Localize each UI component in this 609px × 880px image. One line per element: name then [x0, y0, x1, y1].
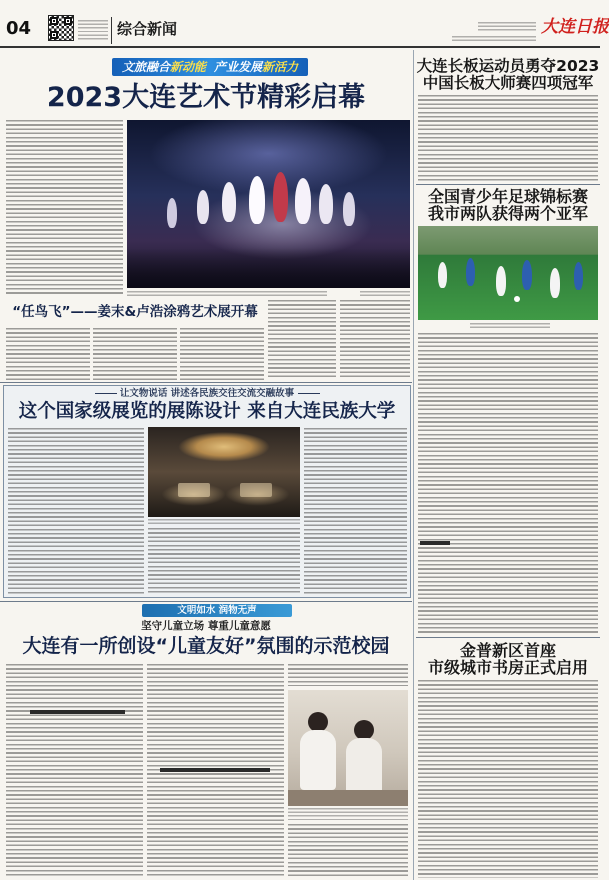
lead-headline: 2023大连艺术节精彩启幕 — [46, 82, 366, 113]
dancer-figure — [249, 176, 265, 224]
kicker-ornament — [298, 393, 320, 394]
lead-photo-credit — [360, 291, 410, 296]
display-case — [178, 483, 210, 497]
feature-kicker: 让文物说话 讲述各民族交往交流交融故事 — [119, 388, 295, 399]
player-figure — [496, 266, 506, 296]
lead-body-text — [340, 300, 410, 380]
lead-photo-caption — [127, 291, 327, 296]
longboard-headline: 中国长板大师赛四项冠军 — [422, 74, 594, 92]
football-ball — [514, 296, 520, 302]
campus-body-text — [6, 664, 143, 878]
dancer-figure — [295, 178, 311, 224]
qr-caption-text — [78, 20, 108, 40]
section-rule — [0, 382, 412, 383]
stage-floor — [127, 248, 410, 288]
continued-marker — [420, 541, 450, 545]
campus-subhead — [30, 710, 125, 714]
player-figure — [522, 260, 532, 290]
football-photo-caption — [470, 323, 550, 328]
dancer-figure — [197, 190, 209, 224]
football-body-text — [418, 333, 598, 633]
campus-subhead — [160, 768, 270, 772]
lead-banner-text: 产业发展 — [214, 60, 263, 74]
campus-kicker: 坚守儿童立场 尊重儿童意愿 — [141, 620, 271, 632]
sidebar-divider — [413, 50, 414, 880]
dancer-figure — [319, 184, 333, 224]
player-figure — [438, 262, 447, 288]
qr-corner — [50, 17, 58, 25]
football-headline: 我市两队获得两个亚军 — [427, 204, 588, 223]
lead-banner-highlight: 新活力 — [262, 60, 299, 74]
campus-kids-photo — [288, 690, 408, 806]
campus-body-text — [288, 664, 408, 686]
dancer-figure — [167, 198, 177, 228]
feature-body-text — [8, 428, 144, 594]
table-surface — [288, 790, 408, 806]
sidebar-rule — [416, 184, 600, 185]
qr-corner — [64, 17, 72, 25]
football-headline: 全国青少年足球锦标赛 — [427, 187, 588, 206]
newspaper-logo: 大连日报 — [541, 17, 609, 37]
campus-banner: 文明如水 润物无声 — [142, 604, 292, 617]
lead-banner-highlight: 新动能 — [169, 60, 206, 74]
masthead-date-text — [478, 22, 536, 32]
dancer-figure — [343, 192, 355, 226]
child-head — [308, 712, 328, 732]
section-title: 综合新闻 — [117, 20, 178, 38]
lead-banner-text: 文旅融合 — [121, 60, 170, 74]
section-rule — [0, 601, 412, 602]
feature-body-text — [304, 428, 407, 594]
dancer-figure — [273, 172, 288, 222]
lead-body-text — [268, 300, 336, 380]
dancer-figure — [222, 182, 236, 222]
child-body — [346, 738, 382, 794]
campus-headline: 大连有一所创设“儿童友好”氛围的示范校园 — [22, 635, 390, 657]
header-divider — [111, 17, 112, 44]
campus-photo-caption — [288, 808, 408, 820]
feature-photo-caption — [148, 519, 300, 524]
feature-headline: 这个国家级展览的展陈设计 来自大连民族大学 — [18, 401, 396, 422]
longboard-headline: 大连长板运动员勇夺2023 — [416, 57, 600, 75]
display-case — [240, 483, 272, 497]
feature-body-text — [148, 528, 300, 594]
qr-corner — [50, 31, 58, 39]
football-match-photo — [418, 226, 598, 320]
library-headline: 市级城市书房正式启用 — [427, 658, 588, 677]
library-headline: 金普新区首座 — [459, 641, 556, 660]
player-figure — [574, 262, 583, 290]
header-rule — [0, 46, 600, 48]
sidebar-rule — [416, 637, 600, 638]
lead-banner — [112, 58, 308, 76]
masthead-editor-text — [452, 36, 536, 42]
sub-story-body-text — [6, 328, 90, 380]
longboard-body-text — [418, 95, 598, 181]
sub-story-headline: “任鸟飞”——姜末&卢浩涂鸦艺术展开幕 — [12, 304, 258, 320]
library-body-text — [418, 680, 598, 878]
sub-story-body-text — [93, 328, 177, 380]
child-head — [354, 720, 374, 740]
player-figure — [550, 268, 560, 298]
page-number: 04 — [6, 18, 32, 39]
art-festival-photo — [127, 120, 410, 288]
child-body — [300, 730, 336, 790]
sub-story-body-text — [180, 328, 264, 380]
player-figure — [466, 258, 475, 286]
exhibition-hall-photo — [148, 427, 300, 517]
qr-code-icon — [48, 15, 74, 41]
lead-body-text — [6, 120, 123, 296]
campus-body-text — [288, 824, 408, 878]
